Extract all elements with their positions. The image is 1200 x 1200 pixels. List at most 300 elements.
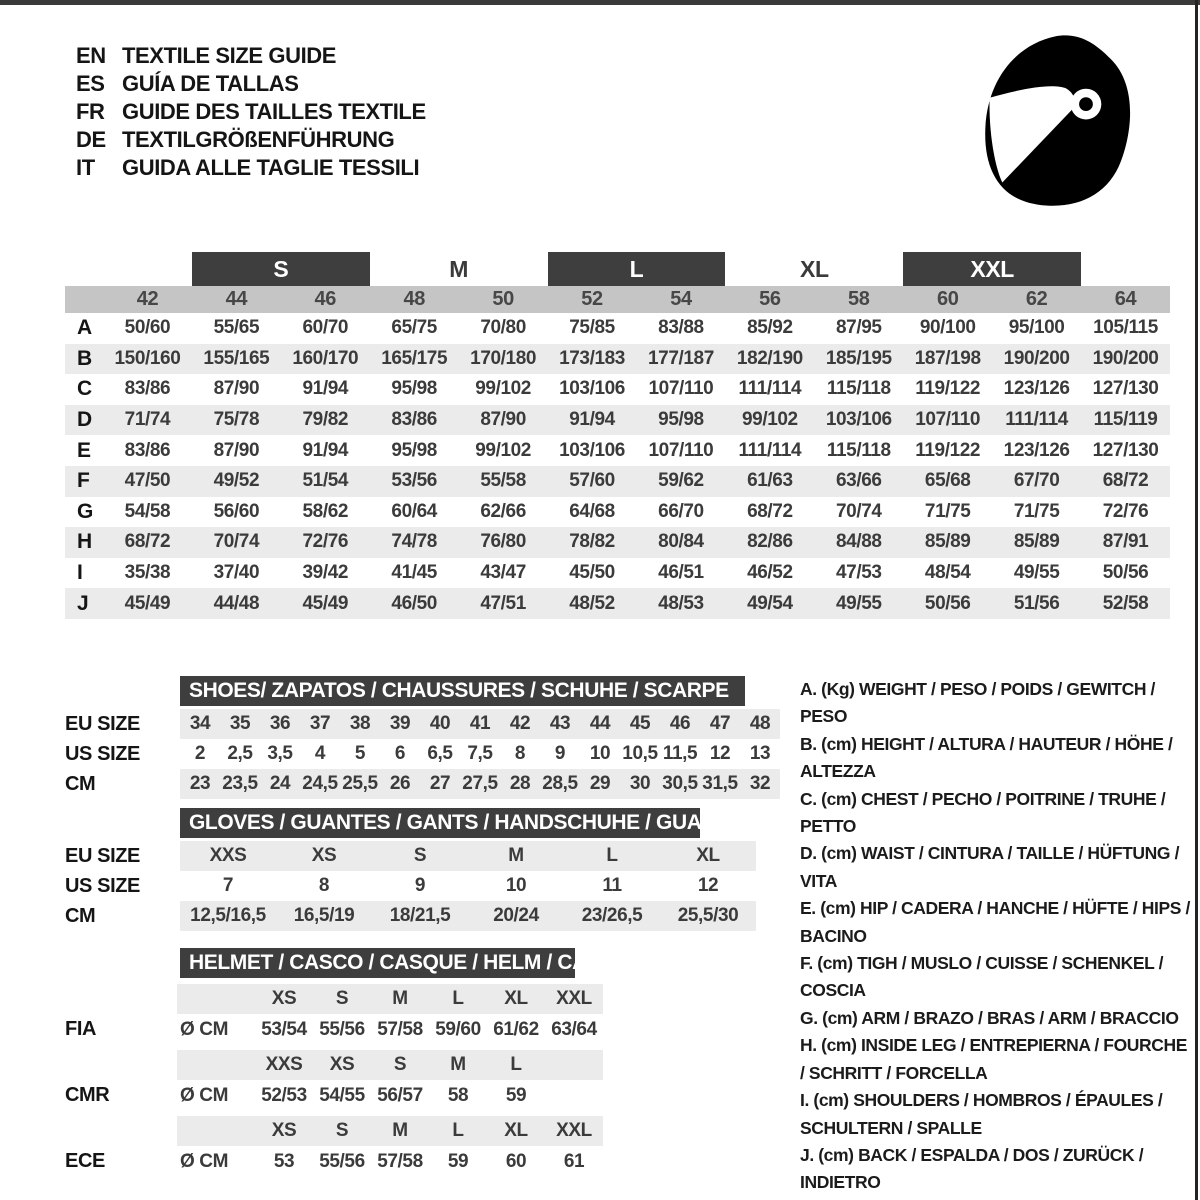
measurement-value: 87/91 [1102,531,1149,553]
helmet-size-label: S [335,1120,349,1141]
measurement-value: 82/86 [747,531,793,553]
shoe-size-value: 39 [389,713,411,734]
measurement-value: 123/126 [1003,378,1070,400]
measurement-row-label: D [77,408,92,432]
size-number: 64 [1114,288,1137,310]
shoe-size-value: 30,5 [662,773,698,794]
measurement-value: 49/54 [747,592,793,614]
helmet-size-value: 53/54 [261,1018,307,1040]
measurement-value: 64/68 [569,500,615,522]
helmet-size-value: 56/57 [377,1084,423,1106]
measurement-row [65,374,1170,405]
measurement-value: 85/92 [747,317,793,339]
size-number: 62 [1025,288,1048,310]
measurement-value: 55/65 [213,317,260,339]
glove-size-value: 8 [318,875,330,896]
measurement-value: 54/58 [124,500,171,522]
measurement-value: 87/90 [480,409,526,431]
glove-size-value: S [413,845,427,866]
measurement-value: 72/76 [1102,500,1149,522]
measurement-value: 50/56 [1102,562,1149,584]
shoe-size-value: 34 [189,713,211,734]
shoe-size-value: 28 [509,773,531,794]
size-number: 46 [314,288,336,310]
measurement-row [65,313,1170,344]
shoes-row [65,739,780,769]
measurement-row-label: H [77,530,92,554]
helmet-size-label: S [393,1054,407,1075]
measurement-row [65,527,1170,558]
measurement-legend [800,676,1192,1197]
shoe-size-value: 9 [554,743,566,764]
measurement-value: 76/80 [480,531,526,553]
helmet-size-value: 63/64 [551,1018,597,1040]
measurement-row-label: F [77,469,90,493]
shoe-size-value: 45 [629,713,651,734]
helmet-values-row [65,1014,760,1045]
measurement-value: 111/114 [1005,409,1068,431]
helmet-size-value: 52/53 [261,1084,307,1106]
measurement-value: 79/82 [302,409,349,431]
measurement-row [65,405,1170,436]
measurement-value: 74/78 [391,531,437,553]
shoe-size-value: 32 [749,773,771,794]
measurement-value: 71/75 [1013,500,1060,522]
measurement-value: 103/106 [825,409,892,431]
size-number: 58 [848,288,870,310]
glove-size-value: 23/26,5 [581,905,643,926]
legend-item: B. (cm) HEIGHT / ALTURA / HAUTEUR / HÖHE / ALTEZZA [800,733,1173,782]
language-title-line [76,154,426,182]
shoe-size-value: 10 [589,743,611,764]
right-border [1195,0,1198,1200]
measurement-value: 57/60 [569,470,615,492]
helmet-values-row [65,1146,760,1177]
measurement-value: 107/110 [648,378,714,400]
helmet-size-value: 55/56 [319,1018,365,1040]
measurement-value: 95/98 [391,378,437,400]
helmet-size-label: S [335,988,349,1009]
helmet-standard-label: FIA [65,1018,97,1040]
shoe-size-value: 36 [269,713,291,734]
measurement-row [65,466,1170,497]
measurement-value: 47/53 [836,562,882,584]
language-code: ES [76,71,105,96]
measurement-value: 66/70 [658,500,704,522]
measurement-value: 70/80 [480,317,526,339]
glove-size-value: XXS [209,845,247,866]
language-title-list [76,42,426,182]
shoe-size-value: 43 [549,713,571,734]
size-group-xxl: XXL [903,252,1081,286]
shoe-size-value: 35 [229,713,251,734]
measurement-value: 50/60 [124,317,171,339]
size-number: 44 [225,288,248,310]
textile-size-table [65,252,1170,619]
measurement-value: 115/118 [826,439,891,461]
helmet-size-header-row [65,1050,760,1080]
helmet-size-label: M [450,1054,466,1075]
shoe-size-value: 38 [349,713,371,734]
shoe-size-value: 11,5 [662,743,698,764]
measurement-value: 99/102 [475,378,531,400]
measurement-value: 80/84 [658,531,704,553]
helmet-size-label: XS [271,1120,297,1141]
shoes-section-header: SHOES/ ZAPATOS / CHAUSSURES / SCHUHE / SCARPE [180,676,745,706]
measurement-value: 90/100 [919,317,976,339]
measurement-row-label: B [77,346,92,370]
helmet-standard-group [65,1050,760,1111]
measurement-value: 91/94 [569,409,615,431]
measurement-row-label: C [77,377,92,401]
measurement-row [65,435,1170,466]
helmet-standard-group [65,984,760,1045]
glove-size-value: 12 [697,875,719,896]
helmet-size-value: 54/55 [319,1084,365,1106]
measurement-row [65,588,1170,619]
language-code: EN [76,43,106,68]
helmet-size-label: XS [329,1054,355,1075]
glove-size-value: XL [696,845,720,866]
measurement-value: 46/52 [747,562,793,584]
measurement-value: 63/66 [836,470,882,492]
measurement-value: 75/78 [213,409,260,431]
shoes-rows [65,709,780,799]
size-group-m: M [449,255,469,282]
size-number: 56 [759,288,781,310]
measurement-value: 111/114 [738,439,802,461]
measurement-value: 99/102 [475,439,531,461]
measurement-value: 107/110 [648,439,714,461]
measurement-value: 60/64 [391,500,437,522]
measurement-value: 155/165 [203,347,270,369]
shoes-size-section [65,676,780,799]
measurement-value: 49/55 [836,592,882,614]
measurement-value: 107/110 [915,409,981,431]
measurement-value: 91/94 [302,378,349,400]
glove-size-value: L [606,845,618,866]
measurement-value: 127/130 [1092,439,1159,461]
measurement-value: 53/56 [391,470,437,492]
shoe-size-value: 27 [429,773,451,794]
shoes-row-label: CM [65,772,96,795]
shoe-size-value: 37 [309,713,331,734]
size-number: 42 [136,288,159,310]
measurement-value: 103/106 [559,439,625,461]
measurement-value: 115/118 [826,378,891,400]
helmet-size-label: M [392,1120,408,1141]
measurement-value: 127/130 [1092,378,1159,400]
measurement-value: 41/45 [391,562,437,584]
shoe-size-value: 2 [194,743,206,764]
helmet-size-value: 55/56 [319,1150,365,1172]
helmet-size-header-row [65,1116,760,1146]
measurement-value: 173/183 [559,347,625,369]
measurement-value: 103/106 [559,378,625,400]
gloves-row [65,871,760,901]
gloves-row [65,841,760,871]
measurement-value: 190/200 [1092,347,1159,369]
shoe-size-value: 48 [749,713,771,734]
helmet-size-value: 59 [505,1084,527,1106]
shoe-size-value: 6 [394,743,406,764]
measurement-value: 91/94 [302,439,349,461]
measurement-value: 68/72 [124,531,171,553]
shoe-size-value: 12 [709,743,731,764]
shoe-size-value: 8 [514,743,526,764]
gloves-section-header: GLOVES / GUANTES / GANTS / HANDSCHUHE / GUANTI [180,808,700,838]
glove-size-value: 11 [602,875,622,896]
shoe-size-value: 30 [629,773,651,794]
measurement-value: 119/122 [915,378,981,400]
measurement-value: 67/70 [1013,470,1060,492]
shoe-size-value: 6,5 [427,743,453,764]
shoe-size-value: 46 [669,713,691,734]
helmet-size-label: XL [504,1120,528,1141]
shoe-size-value: 25,5 [342,773,378,794]
measurement-value: 48/54 [924,562,971,584]
gloves-row [65,901,760,931]
helmet-diameter-unit: Ø CM [180,1084,229,1106]
shoe-size-value: 2,5 [227,743,253,764]
size-group-xl: XL [800,255,829,282]
helmet-section-header: HELMET / CASCO / CASQUE / HELM / CASCO [180,948,575,978]
measurement-value: 123/126 [1003,439,1070,461]
shoe-size-value: 23,5 [222,773,258,794]
language-code: IT [76,155,95,180]
legend-item: E. (cm) HIP / CADERA / HANCHE / HÜFTE / HIPS / BACINO [800,898,1190,946]
glove-size-value: XS [311,845,337,866]
measurement-row-label: J [77,591,89,615]
measurement-value: 68/72 [1102,470,1149,492]
measurement-value: 70/74 [836,500,882,522]
shoe-size-value: 23 [189,773,211,794]
measurement-value: 85/89 [1013,531,1060,553]
shoes-row [65,769,780,799]
measurement-value: 78/82 [569,531,615,553]
helmet-values-row [65,1080,760,1111]
helmet-standard-group [65,1116,760,1177]
helmet-icon [972,30,1147,210]
shoe-size-value: 27,5 [462,773,498,794]
glove-size-value: M [508,845,524,866]
size-group-header-row [65,252,1170,286]
glove-size-value: 25,5/30 [677,905,739,926]
helmet-size-value: 59/60 [435,1018,481,1040]
measurement-value: 83/86 [391,409,437,431]
shoes-row [65,709,780,739]
helmet-size-label: L [510,1054,522,1075]
measurement-row-label: A [77,316,92,340]
measurement-value: 95/98 [658,409,704,431]
measurement-value: 59/62 [658,470,704,492]
measurement-value: 39/42 [302,562,349,584]
measurement-value: 99/102 [742,409,798,431]
measurement-value: 60/70 [302,317,349,339]
size-group-s: S [192,252,370,286]
measurement-value: 87/90 [213,439,260,461]
shoe-size-value: 24 [269,773,291,794]
measurement-value: 50/56 [924,592,971,614]
measurement-value: 65/68 [924,470,971,492]
legend-item: C. (cm) CHEST / PECHO / POITRINE / TRUHE / PETTO [800,788,1166,837]
measurement-value: 46/51 [658,562,704,584]
guide-title: TEXTILGRÖßENFÜHRUNG [122,127,395,152]
measurement-value: 47/50 [124,470,171,492]
measurement-row-label: I [77,561,83,585]
helmet-size-label: XL [504,988,528,1009]
shoe-size-value: 28,5 [542,773,578,794]
shoe-size-value: 10,5 [622,743,658,764]
shoe-size-value: 31,5 [702,773,738,794]
measurement-value: 51/54 [302,470,349,492]
measurement-row-label: E [77,438,91,462]
helmet-size-value: 57/58 [377,1018,423,1040]
measurement-value: 170/180 [470,347,537,369]
glove-size-value: 20/24 [493,905,539,926]
language-title-line [76,126,426,154]
helmet-standard-label: CMR [65,1084,110,1106]
measurement-row [65,558,1170,589]
measurement-value: 48/53 [658,592,704,614]
measurement-value: 105/115 [1093,317,1158,339]
measurement-value: 71/75 [924,500,971,522]
measurement-value: 71/74 [124,409,171,431]
measurement-value: 83/88 [658,317,704,339]
legend-item: D. (cm) WAIST / CINTURA / TAILLE / HÜFTUNG / VITA [800,843,1180,891]
helmet-size-header-row [65,984,760,1014]
gloves-rows [65,841,760,931]
language-title-line [76,70,426,98]
measurement-value: 160/170 [292,347,359,369]
helmet-size-section [65,948,760,1182]
size-number: 60 [936,288,959,310]
guide-title: GUIDA ALLE TAGLIE TESSILI [122,155,420,180]
helmet-size-value: 60 [505,1150,527,1172]
measurement-value: 62/66 [480,500,526,522]
helmet-size-value: 58 [447,1084,469,1106]
shoe-size-value: 29 [589,773,611,794]
measurement-value: 68/72 [747,500,793,522]
language-title-line [76,42,426,70]
helmet-size-label: L [452,988,464,1009]
measurement-value: 56/60 [213,500,260,522]
measurement-value: 61/63 [747,470,793,492]
shoe-size-value: 13 [749,743,771,764]
measurement-value: 115/119 [1093,409,1158,431]
glove-size-value: 16,5/19 [293,905,355,926]
shoe-size-value: 5 [354,743,366,764]
helmet-size-label: XXS [265,1054,303,1075]
helmet-size-value: 57/58 [377,1150,423,1172]
measurement-value: 95/98 [391,439,437,461]
measurement-row [65,497,1170,528]
measurement-value: 75/85 [569,317,615,339]
gloves-row-label: US SIZE [65,874,140,897]
legend-item: A. (Kg) WEIGHT / PESO / POIDS / GEWITCH / PESO [800,679,1155,727]
shoe-size-value: 41 [469,713,491,734]
shoe-size-value: 3,5 [267,743,293,764]
shoe-size-value: 42 [509,713,531,734]
helmet-size-label: M [392,988,408,1009]
shoe-size-value: 24,5 [302,773,338,794]
measurement-value: 85/89 [924,531,971,553]
size-group-l: L [548,252,726,286]
size-number: 54 [670,288,692,310]
helmet-standard-label: ECE [65,1150,105,1172]
helmet-size-label: XS [271,988,297,1009]
measurement-value: 45/49 [124,592,171,614]
measurement-value: 58/62 [302,500,349,522]
size-number: 50 [492,288,514,310]
shoe-size-value: 4 [314,743,326,764]
shoe-size-value: 44 [589,713,611,734]
glove-size-value: 9 [414,875,426,896]
language-code: DE [76,127,106,152]
gloves-row-label: CM [65,904,96,927]
measurement-value: 52/58 [1102,592,1149,614]
gloves-row-label: EU SIZE [65,844,140,867]
measurement-value: 47/51 [480,592,526,614]
measurement-value: 83/86 [124,439,171,461]
helmet-diameter-unit: Ø CM [180,1018,229,1040]
measurement-value: 35/38 [124,562,171,584]
gloves-size-section [65,808,760,931]
helmet-size-value: 59 [447,1150,469,1172]
language-code: FR [76,99,105,124]
measurement-value: 95/100 [1008,317,1065,339]
shoes-row-label: US SIZE [65,742,140,765]
measurement-row [65,344,1170,375]
measurement-value: 43/47 [480,562,526,584]
size-number: 48 [403,288,425,310]
measurement-value: 45/50 [569,562,615,584]
measurement-value: 51/56 [1013,592,1060,614]
measurement-value: 177/187 [648,347,714,369]
legend-item: J. (cm) BACK / ESPALDA / DOS / ZURÜCK / INDIETRO [800,1144,1144,1193]
measurement-value: 190/200 [1003,347,1070,369]
shoe-size-value: 7,5 [467,743,493,764]
numeric-size-header-row [65,286,1170,313]
measurement-value: 84/88 [836,531,882,553]
measurement-value: 70/74 [213,531,260,553]
measurement-value: 119/122 [915,439,981,461]
guide-title: TEXTILE SIZE GUIDE [122,43,337,68]
measurement-value: 65/75 [391,317,437,339]
measurement-value: 185/195 [825,347,892,369]
size-number: 52 [581,288,603,310]
legend-item: G. (cm) ARM / BRAZO / BRAS / ARM / BRACCIO [800,1007,1179,1028]
helmet-size-value: 61/62 [493,1018,539,1040]
glove-size-value: 12,5/16,5 [190,905,266,926]
measurement-value: 48/52 [569,592,615,614]
helmet-diameter-unit: Ø CM [180,1150,229,1172]
measurement-value: 87/90 [213,378,260,400]
legend-item: I. (cm) SHOULDERS / HOMBROS / ÉPAULES / SCHULTERN / SPALLE [800,1090,1163,1138]
top-border [0,0,1200,5]
measurement-row-label: G [77,499,93,523]
guide-title: GUIDE DES TAILLES TEXTILE [122,99,426,124]
measurement-value: 46/50 [391,592,437,614]
measurement-value: 37/40 [213,562,260,584]
shoe-size-value: 26 [389,773,411,794]
measurement-value: 72/76 [302,531,349,553]
helmet-size-label: XXL [556,988,592,1009]
shoe-size-value: 47 [709,713,731,734]
measurement-value: 165/175 [381,347,448,369]
helmet-standard-groups [65,984,760,1177]
guide-title: GUÍA DE TALLAS [122,71,299,96]
